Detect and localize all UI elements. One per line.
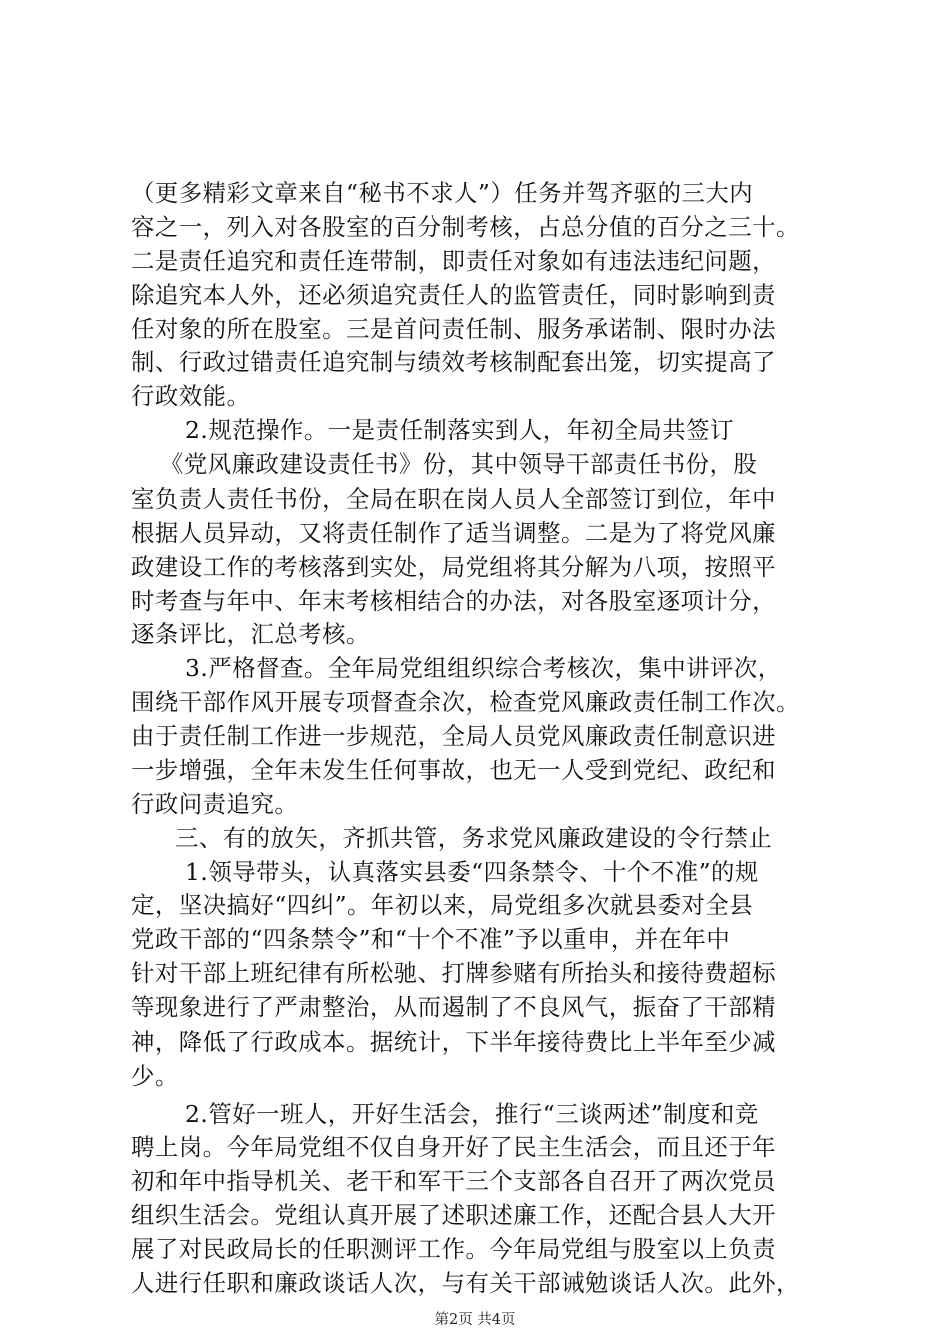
text-line: 《党风廉政建设责任书》份，其中领导干部责任书份，股 <box>160 450 758 478</box>
text-line: 政建设工作的考核落到实处，局党组将其分解为八项，按照平 <box>131 553 777 581</box>
text-line: 初和年中指导机关、老干和军干三个支部各自召开了两次党员 <box>131 1167 777 1195</box>
text-line: 除追究本人外，还必须追究责任人的监管责任，同时影响到责 <box>131 281 777 309</box>
section-heading: 1.领导带头，认真落实县委“四条禁令、十个不准”的规 <box>185 858 759 886</box>
text-line: 室负责人责任书份，全局在职在岗人员人全部签订到位，年中 <box>131 485 777 513</box>
text-line: 制、行政过错责任追究制与绩效考核制配套出笼，切实提高了 <box>131 348 777 376</box>
text-line: 针对干部上班纪律有所松驰、打牌参赌有所抬头和接待费超标 <box>131 959 777 987</box>
section-heading: 2.管好一班人，开好生活会，推行“三谈两述”制度和竞 <box>185 1100 759 1128</box>
text-line: 行政问责追究。 <box>131 790 299 818</box>
text-line: 根据人员异动，又将责任制作了适当调整。二是为了将党风廉 <box>131 519 777 547</box>
text-line: 展了对民政局长的任职测评工作。今年局党组与股室以上负责 <box>131 1235 777 1263</box>
section-heading: 3.严格督查。全年局党组组织综合考核次，集中讲评次， <box>185 654 782 682</box>
text-line: 围绕干部作风开展专项督查余次，检查党风廉政责任制工作次。 <box>131 688 800 716</box>
text-line: 由于责任制工作进一步规范，全局人员党风廉政责任制意识进 <box>131 722 777 750</box>
text-line: 人进行任职和廉政谈话人次，与有关干部诫勉谈话人次。此外， <box>131 1269 800 1297</box>
text-line: 任对象的所在股室。三是首问责任制、服务承诺制、限时办法 <box>131 315 777 343</box>
text-line: 定，坚决搞好“四纠”。年初以来，局党组多次就县委对全县 <box>131 891 754 919</box>
text-line: 少。 <box>131 1062 179 1090</box>
text-line: 容之一，列入对各股室的百分制考核，占总分值的百分之三十。 <box>131 213 800 241</box>
text-line: 二是责任追究和责任连带制，即责任对象如有违法违纪问题， <box>131 247 777 275</box>
text-line: 组织生活会。党组认真开展了述职述廉工作，还配合县人大开 <box>131 1201 777 1229</box>
text-line: 党政干部的“四条禁令”和“十个不准”予以重申，并在年中 <box>131 925 731 953</box>
text-line: 逐条评比，汇总考核。 <box>131 620 370 648</box>
text-line: 聘上岗。今年局党组不仅自身开好了民主生活会，而且还于年 <box>131 1133 777 1161</box>
text-line: 一步增强，全年未发生任何事故，也无一人受到党纪、政纪和 <box>131 756 777 784</box>
text-line: 时考查与年中、年末考核相结合的办法，对各股室逐项计分， <box>131 587 777 615</box>
section-heading: 2.规范操作。一是责任制落实到人，年初全局共签订 <box>185 416 734 444</box>
page-footer: 第2页 共4页 <box>434 1312 516 1328</box>
text-line: （更多精彩文章来自“秘书不求人”）任务并驾齐驱的三大内 <box>131 179 754 207</box>
text-line: 神，降低了行政成本。据统计，下半年接待费比上半年至少减 <box>131 1028 777 1056</box>
chapter-heading: 三、有的放矢，齐抓共管，务求党风廉政建设的令行禁止 <box>175 824 773 852</box>
text-line: 等现象进行了严肃整治，从而遏制了不良风气，振奋了干部精 <box>131 993 777 1021</box>
text-line: 行政效能。 <box>131 382 251 410</box>
